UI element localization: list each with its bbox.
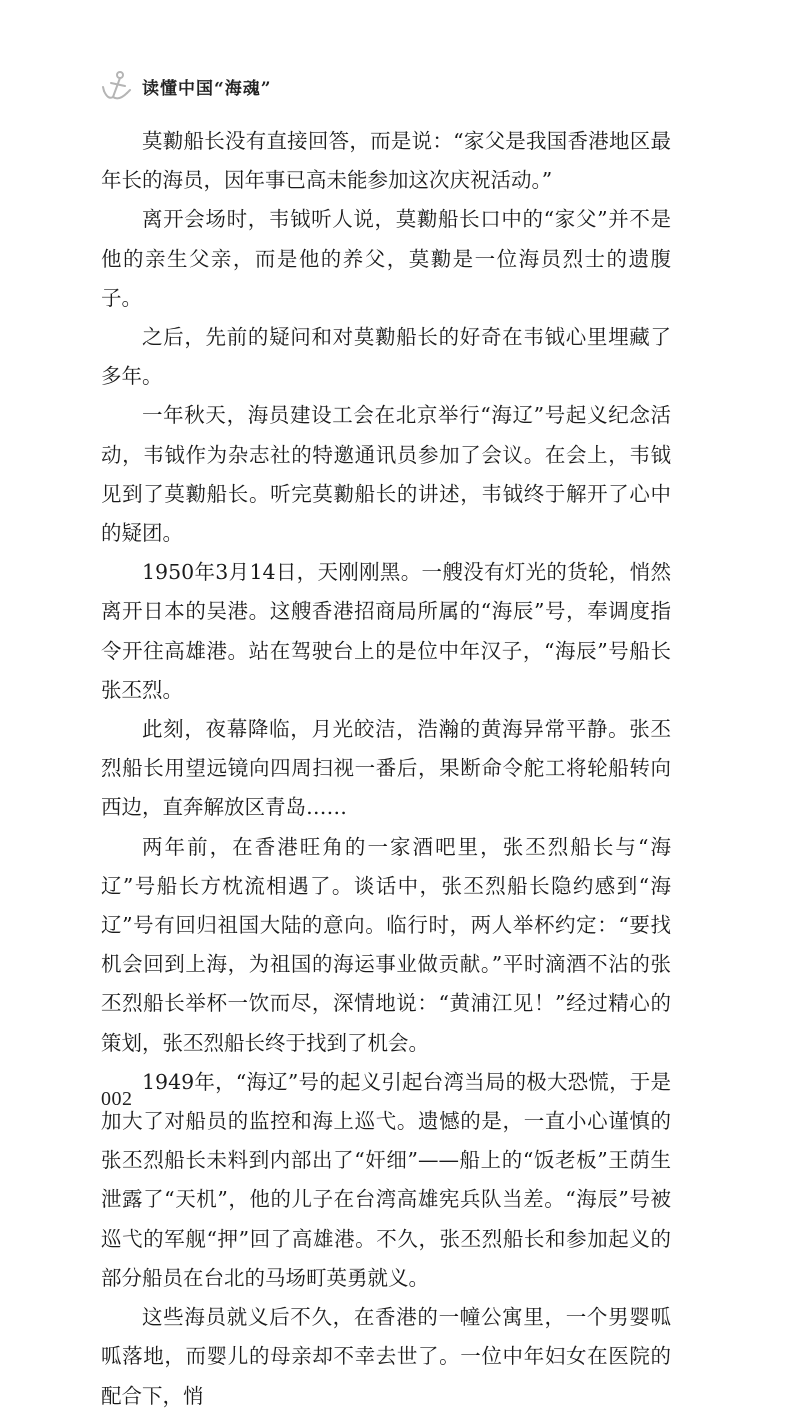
paragraph: 离开会场时，韦钺听人说，莫勷船长口中的“家父”并不是他的亲生父亲，而是他的养父，莫勷是一位海员烈士的遗腹子。 (101, 207, 671, 310)
paragraph: 1950年3月14日，天刚刚黑。一艘没有灯光的货轮，悄然离开日本的吴港。这艘香港招商局所属的“海辰”号，奉调度指令开往高雄港。站在驾驶台上的是位中年汉子，“海辰”号船长张丕烈。 (101, 560, 671, 702)
paragraph: 此刻，夜幕降临，月光皎洁，浩瀚的黄海异常平静。张丕烈船长用望远镜向四周扫视一番后，果断命令舵工将轮船转向西边，直奔解放区青岛…… (101, 717, 671, 820)
paragraph: 之后，先前的疑问和对莫勷船长的好奇在韦钺心里埋藏了多年。 (101, 325, 671, 389)
paragraph: 这些海员就义后不久，在香港的一幢公寓里，一个男婴呱呱落地，而婴儿的母亲却不幸去世了。一位中年妇女在医院的配合下，悄 (101, 1305, 671, 1408)
running-header (100, 66, 272, 106)
body-text (101, 122, 671, 1416)
book-title: 读懂中国“海魂” (142, 78, 272, 99)
anchor-icon (100, 69, 134, 103)
paragraph: 一年秋天，海员建设工会在北京举行“海辽”号起义纪念活动，韦钺作为杂志社的特邀通讯员参加了会议。在会上，韦钺见到了莫勷船长。听完莫勷船长的讲述，韦钺终于解开了心中的疑团。 (101, 403, 671, 546)
paragraph: 莫勷船长没有直接回答，而是说：“家父是我国香港地区最年长的海员，因年事已高未能参加这次庆祝活动。” (101, 129, 671, 193)
paragraph: 1949年，“海辽”号的起义引起台湾当局的极大恐慌，于是加大了对船员的监控和海上巡弋。遗憾的是，一直小心谨慎的张丕烈船长未料到内部出了“奸细”——船上的“饭老板”王荫生泄露了“天机”，他的儿子在台湾高雄宪兵队当差。“海辰”号被巡弋的军舰“押”回了高雄港。不久，张丕烈船长和参加起义的部分船员在台北的马场町英勇就义。 (101, 1069, 671, 1290)
page-number: 002 (101, 1088, 133, 1110)
paragraph: 两年前，在香港旺角的一家酒吧里，张丕烈船长与“海辽”号船长方枕流相遇了。谈话中，张丕烈船长隐约感到“海辽”号有回归祖国大陆的意向。临行时，两人举杯约定：“要找机会回到上海，为祖国的海运事业做贡献。”平时滴酒不沾的张丕烈船长举杯一饮而尽，深情地说：“黄浦江见！”经过精心的策划，张丕烈船长终于找到了机会。 (101, 834, 671, 1055)
